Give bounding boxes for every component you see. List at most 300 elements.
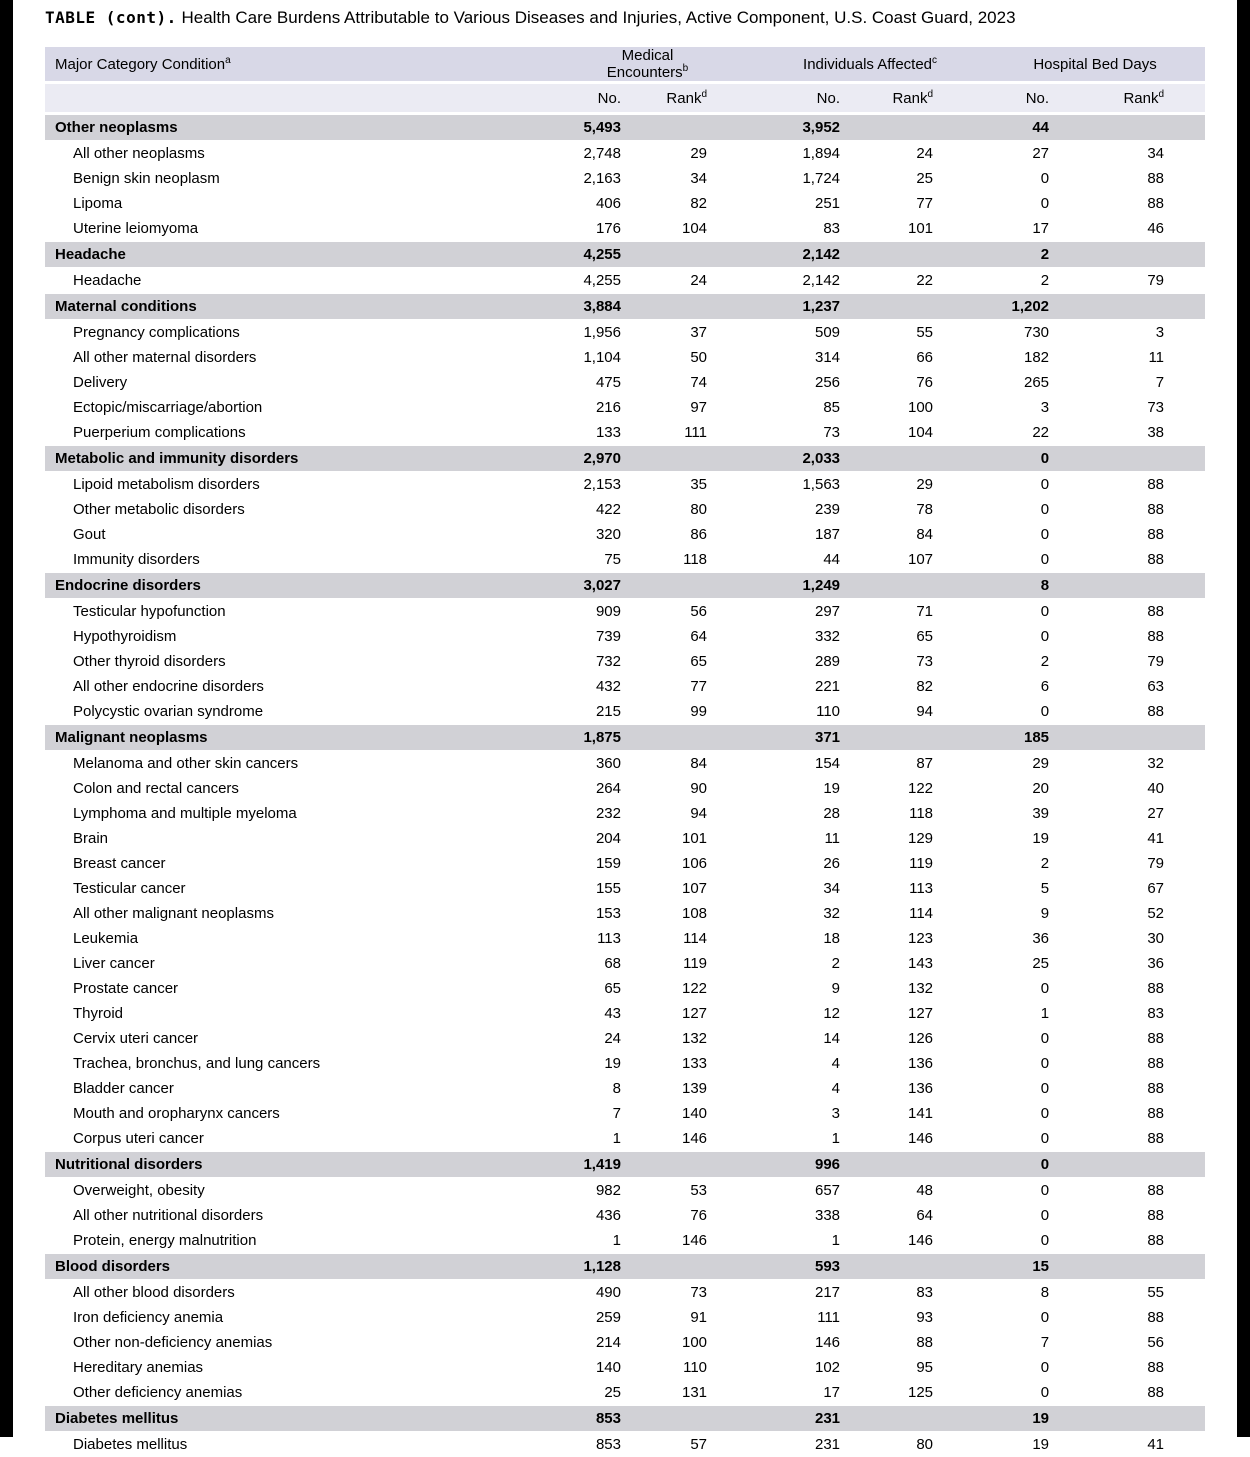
individuals-affected-group-text: Individuals Affected	[803, 56, 932, 73]
condition-row	[45, 1228, 1205, 1254]
individuals-affected-no: 18	[711, 926, 844, 951]
medical-encounters-no-header	[510, 83, 625, 114]
medical-encounters-rank: 97	[625, 395, 711, 420]
medical-encounters-rank: 133	[625, 1051, 711, 1076]
medical-encounters-footnote: b	[683, 63, 689, 74]
hospital-bed-days-no: 27	[937, 141, 1053, 167]
individuals-affected-group-header	[711, 47, 937, 83]
hospital-bed-days-rank: 38	[1053, 420, 1205, 446]
individuals-affected-no: 2,142	[711, 268, 844, 294]
individuals-affected-no-header	[711, 83, 844, 114]
condition-label: Endocrine disorders	[45, 573, 510, 599]
condition-row	[45, 420, 1205, 446]
medical-encounters-no: 264	[510, 776, 625, 801]
medical-encounters-no: 1	[510, 1228, 625, 1254]
hospital-bed-days-rank: 88	[1053, 472, 1205, 498]
individuals-affected-rank	[844, 294, 937, 320]
individuals-affected-rank: 146	[844, 1126, 937, 1152]
medical-encounters-rank: 139	[625, 1076, 711, 1101]
hospital-bed-days-no: 9	[937, 901, 1053, 926]
individuals-affected-rank: 136	[844, 1051, 937, 1076]
individuals-affected-no: 1,249	[711, 573, 844, 599]
condition-row	[45, 345, 1205, 370]
hospital-bed-days-no: 730	[937, 320, 1053, 346]
condition-row	[45, 926, 1205, 951]
hospital-bed-days-rank: 79	[1053, 851, 1205, 876]
individuals-affected-no: 371	[711, 725, 844, 751]
condition-row	[45, 624, 1205, 649]
medical-encounters-rank: 29	[625, 141, 711, 167]
medical-encounters-no: 4,255	[510, 268, 625, 294]
condition-row	[45, 1380, 1205, 1406]
hospital-bed-days-no: 8	[937, 573, 1053, 599]
medical-encounters-no: 739	[510, 624, 625, 649]
medical-encounters-no: 65	[510, 976, 625, 1001]
hospital-bed-days-rank: 67	[1053, 876, 1205, 901]
hospital-bed-days-rank	[1053, 1254, 1205, 1280]
individuals-affected-no: 19	[711, 776, 844, 801]
individuals-affected-no: 73	[711, 420, 844, 446]
category-row	[45, 573, 1205, 599]
individuals-affected-rank: 104	[844, 420, 937, 446]
individuals-affected-rank	[844, 573, 937, 599]
condition-row	[45, 1126, 1205, 1152]
page-left-band	[0, 0, 13, 1437]
individuals-affected-rank: 95	[844, 1355, 937, 1380]
condition-row	[45, 191, 1205, 216]
medical-encounters-no: 68	[510, 951, 625, 976]
individuals-affected-rank: 123	[844, 926, 937, 951]
individuals-affected-rank: 55	[844, 320, 937, 346]
medical-encounters-rank: 34	[625, 166, 711, 191]
medical-encounters-rank: 101	[625, 826, 711, 851]
individuals-affected-no: 1,724	[711, 166, 844, 191]
medical-encounters-no: 7	[510, 1101, 625, 1126]
hospital-bed-days-rank: 3	[1053, 320, 1205, 346]
hospital-bed-days-no: 0	[937, 1076, 1053, 1101]
individuals-affected-rank: 88	[844, 1330, 937, 1355]
condition-label: Brain	[45, 826, 510, 851]
condition-label: Lipoma	[45, 191, 510, 216]
individuals-affected-no: 251	[711, 191, 844, 216]
hospital-bed-days-rank: 88	[1053, 166, 1205, 191]
medical-encounters-rank-header	[625, 83, 711, 114]
hospital-bed-days-rank	[1053, 725, 1205, 751]
individuals-affected-rank: 136	[844, 1076, 937, 1101]
individuals-affected-no: 297	[711, 599, 844, 625]
table-body	[45, 114, 1205, 1457]
medical-encounters-no: 4,255	[510, 242, 625, 268]
medical-encounters-rank: 104	[625, 216, 711, 242]
condition-label: Blood disorders	[45, 1254, 510, 1280]
condition-row	[45, 1001, 1205, 1026]
individuals-affected-rank: 82	[844, 674, 937, 699]
medical-encounters-rank: 50	[625, 345, 711, 370]
condition-row	[45, 268, 1205, 294]
no-header-text: No.	[1026, 90, 1049, 107]
condition-label: Metabolic and immunity disorders	[45, 446, 510, 472]
medical-encounters-no: 909	[510, 599, 625, 625]
condition-label: Headache	[45, 268, 510, 294]
individuals-affected-no: 28	[711, 801, 844, 826]
individuals-affected-no: 85	[711, 395, 844, 420]
condition-label: Maternal conditions	[45, 294, 510, 320]
medical-encounters-no: 159	[510, 851, 625, 876]
individuals-affected-rank: 132	[844, 976, 937, 1001]
table-title	[45, 7, 1210, 29]
individuals-affected-rank: 77	[844, 191, 937, 216]
condition-row	[45, 776, 1205, 801]
hospital-bed-days-no: 15	[937, 1254, 1053, 1280]
condition-label: Leukemia	[45, 926, 510, 951]
hospital-bed-days-no: 1	[937, 1001, 1053, 1026]
condition-label: Other metabolic disorders	[45, 497, 510, 522]
individuals-affected-rank	[844, 446, 937, 472]
individuals-affected-rank: 100	[844, 395, 937, 420]
medical-encounters-no: 232	[510, 801, 625, 826]
condition-row	[45, 801, 1205, 826]
sub-header-row	[45, 83, 1205, 114]
individuals-affected-rank: 107	[844, 547, 937, 573]
individuals-affected-no: 187	[711, 522, 844, 547]
hospital-bed-days-rank: 88	[1053, 1380, 1205, 1406]
condition-row	[45, 901, 1205, 926]
condition-label: Thyroid	[45, 1001, 510, 1026]
category-row	[45, 114, 1205, 141]
individuals-affected-no: 102	[711, 1355, 844, 1380]
hospital-bed-days-no: 20	[937, 776, 1053, 801]
individuals-affected-footnote: c	[932, 55, 937, 66]
hospital-bed-days-no: 0	[937, 1203, 1053, 1228]
hospital-bed-days-no: 36	[937, 926, 1053, 951]
condition-label: Melanoma and other skin cancers	[45, 751, 510, 777]
hospital-bed-days-rank: 83	[1053, 1001, 1205, 1026]
individuals-affected-no: 12	[711, 1001, 844, 1026]
condition-row	[45, 851, 1205, 876]
condition-row	[45, 472, 1205, 498]
individuals-affected-no: 332	[711, 624, 844, 649]
rank-footnote: d	[701, 89, 707, 100]
hospital-bed-days-no: 5	[937, 876, 1053, 901]
individuals-affected-rank: 87	[844, 751, 937, 777]
individuals-affected-rank	[844, 1406, 937, 1432]
medical-encounters-rank: 65	[625, 649, 711, 674]
medical-encounters-no: 214	[510, 1330, 625, 1355]
medical-encounters-rank: 76	[625, 1203, 711, 1228]
hospital-bed-days-rank: 63	[1053, 674, 1205, 699]
medical-encounters-rank: 131	[625, 1380, 711, 1406]
column-group-header-row	[45, 47, 1205, 83]
hospital-bed-days-no: 0	[937, 1152, 1053, 1178]
category-row	[45, 1406, 1205, 1432]
individuals-affected-rank: 146	[844, 1228, 937, 1254]
rank-footnote: d	[927, 89, 933, 100]
condition-label: Delivery	[45, 370, 510, 395]
table-title-label: TABLE (cont).	[45, 8, 177, 27]
individuals-affected-no: 34	[711, 876, 844, 901]
individuals-affected-no: 217	[711, 1280, 844, 1306]
medical-encounters-no: 113	[510, 926, 625, 951]
individuals-affected-no: 2,033	[711, 446, 844, 472]
medical-encounters-rank: 77	[625, 674, 711, 699]
medical-encounters-no: 25	[510, 1380, 625, 1406]
individuals-affected-rank: 94	[844, 699, 937, 725]
no-header-text: No.	[817, 90, 840, 107]
individuals-affected-no: 83	[711, 216, 844, 242]
medical-encounters-rank: 118	[625, 547, 711, 573]
medical-encounters-no: 436	[510, 1203, 625, 1228]
medical-encounters-no: 216	[510, 395, 625, 420]
hospital-bed-days-rank: 79	[1053, 268, 1205, 294]
medical-encounters-no: 2,163	[510, 166, 625, 191]
hospital-bed-days-no-header	[937, 83, 1053, 114]
hospital-bed-days-no: 29	[937, 751, 1053, 777]
condition-label: Corpus uteri cancer	[45, 1126, 510, 1152]
condition-row	[45, 1280, 1205, 1306]
medical-encounters-no: 422	[510, 497, 625, 522]
hospital-bed-days-no: 1,202	[937, 294, 1053, 320]
condition-row	[45, 751, 1205, 777]
medical-encounters-no: 432	[510, 674, 625, 699]
medical-encounters-no: 176	[510, 216, 625, 242]
hospital-bed-days-rank	[1053, 446, 1205, 472]
hospital-bed-days-no: 0	[937, 1305, 1053, 1330]
hospital-bed-days-rank: 88	[1053, 976, 1205, 1001]
condition-label: Colon and rectal cancers	[45, 776, 510, 801]
hospital-bed-days-rank: 7	[1053, 370, 1205, 395]
medical-encounters-rank: 37	[625, 320, 711, 346]
condition-row	[45, 370, 1205, 395]
medical-encounters-rank	[625, 1254, 711, 1280]
condition-label: Hypothyroidism	[45, 624, 510, 649]
rank-footnote: d	[1158, 89, 1164, 100]
individuals-affected-rank	[844, 1254, 937, 1280]
condition-row	[45, 1355, 1205, 1380]
rank-header-text: Rank	[892, 90, 927, 107]
medical-encounters-rank: 100	[625, 1330, 711, 1355]
medical-encounters-no: 320	[510, 522, 625, 547]
condition-label: All other neoplasms	[45, 141, 510, 167]
hospital-bed-days-rank	[1053, 573, 1205, 599]
individuals-affected-no: 289	[711, 649, 844, 674]
medical-encounters-no: 2,970	[510, 446, 625, 472]
medical-encounters-no: 1,419	[510, 1152, 625, 1178]
hospital-bed-days-no: 19	[937, 1432, 1053, 1457]
hospital-bed-days-no: 0	[937, 472, 1053, 498]
medical-encounters-no: 1,104	[510, 345, 625, 370]
individuals-affected-no: 509	[711, 320, 844, 346]
medical-encounters-no: 406	[510, 191, 625, 216]
medical-encounters-rank: 64	[625, 624, 711, 649]
medical-encounters-no: 490	[510, 1280, 625, 1306]
medical-encounters-no: 3,027	[510, 573, 625, 599]
individuals-affected-rank: 64	[844, 1203, 937, 1228]
individuals-affected-no: 3,952	[711, 114, 844, 141]
individuals-affected-no: 221	[711, 674, 844, 699]
medical-encounters-no: 360	[510, 751, 625, 777]
condition-label: Malignant neoplasms	[45, 725, 510, 751]
individuals-affected-rank: 24	[844, 141, 937, 167]
hospital-bed-days-no: 25	[937, 951, 1053, 976]
condition-label: Iron deficiency anemia	[45, 1305, 510, 1330]
medical-encounters-no: 204	[510, 826, 625, 851]
hospital-bed-days-no: 0	[937, 1101, 1053, 1126]
condition-row	[45, 699, 1205, 725]
hospital-bed-days-no: 39	[937, 801, 1053, 826]
hospital-bed-days-rank: 56	[1053, 1330, 1205, 1355]
condition-label: Pregnancy complications	[45, 320, 510, 346]
condition-row	[45, 1305, 1205, 1330]
condition-label: Trachea, bronchus, and lung cancers	[45, 1051, 510, 1076]
hospital-bed-days-no: 22	[937, 420, 1053, 446]
hospital-bed-days-no: 0	[937, 1380, 1053, 1406]
individuals-affected-no: 996	[711, 1152, 844, 1178]
condition-label: Other deficiency anemias	[45, 1380, 510, 1406]
condition-label: Hereditary anemias	[45, 1355, 510, 1380]
individuals-affected-no: 3	[711, 1101, 844, 1126]
condition-label: Other neoplasms	[45, 114, 510, 141]
individuals-affected-no: 1	[711, 1126, 844, 1152]
hospital-bed-days-no: 0	[937, 1051, 1053, 1076]
individuals-affected-no: 314	[711, 345, 844, 370]
hospital-bed-days-no: 185	[937, 725, 1053, 751]
individuals-affected-rank: 71	[844, 599, 937, 625]
hospital-bed-days-no: 0	[937, 547, 1053, 573]
hospital-bed-days-rank: 41	[1053, 1432, 1205, 1457]
medical-encounters-no: 1,128	[510, 1254, 625, 1280]
individuals-affected-rank-header	[844, 83, 937, 114]
hospital-bed-days-no: 265	[937, 370, 1053, 395]
condition-label: All other maternal disorders	[45, 345, 510, 370]
hospital-bed-days-rank: 88	[1053, 1355, 1205, 1380]
medical-encounters-no: 24	[510, 1026, 625, 1051]
individuals-affected-no: 32	[711, 901, 844, 926]
hospital-bed-days-rank: 46	[1053, 216, 1205, 242]
medical-encounters-no: 475	[510, 370, 625, 395]
condition-label: Benign skin neoplasm	[45, 166, 510, 191]
medical-encounters-no: 1	[510, 1126, 625, 1152]
condition-row	[45, 1101, 1205, 1126]
category-row	[45, 294, 1205, 320]
medical-encounters-rank: 108	[625, 901, 711, 926]
medical-encounters-rank: 99	[625, 699, 711, 725]
condition-label: Uterine leiomyoma	[45, 216, 510, 242]
individuals-affected-no: 44	[711, 547, 844, 573]
medical-encounters-rank: 122	[625, 976, 711, 1001]
hospital-bed-days-no: 44	[937, 114, 1053, 141]
hospital-bed-days-rank: 27	[1053, 801, 1205, 826]
individuals-affected-rank	[844, 725, 937, 751]
condition-row	[45, 951, 1205, 976]
medical-encounters-rank: 84	[625, 751, 711, 777]
condition-label: All other malignant neoplasms	[45, 901, 510, 926]
individuals-affected-rank: 113	[844, 876, 937, 901]
hospital-bed-days-rank: 41	[1053, 826, 1205, 851]
individuals-affected-rank: 122	[844, 776, 937, 801]
hospital-bed-days-rank: 88	[1053, 1203, 1205, 1228]
hospital-bed-days-rank: 40	[1053, 776, 1205, 801]
hospital-bed-days-rank: 30	[1053, 926, 1205, 951]
medical-encounters-rank: 24	[625, 268, 711, 294]
condition-row	[45, 166, 1205, 191]
condition-label: Other thyroid disorders	[45, 649, 510, 674]
condition-row	[45, 826, 1205, 851]
individuals-affected-no: 9	[711, 976, 844, 1001]
rank-header-text: Rank	[1123, 90, 1158, 107]
medical-encounters-rank: 119	[625, 951, 711, 976]
medical-encounters-rank: 86	[625, 522, 711, 547]
condition-label: Bladder cancer	[45, 1076, 510, 1101]
hospital-bed-days-no: 0	[937, 1026, 1053, 1051]
condition-row	[45, 976, 1205, 1001]
individuals-affected-no: 146	[711, 1330, 844, 1355]
hospital-bed-days-no: 0	[937, 624, 1053, 649]
condition-row	[45, 1330, 1205, 1355]
medical-encounters-rank: 140	[625, 1101, 711, 1126]
medical-encounters-rank: 110	[625, 1355, 711, 1380]
condition-label: Prostate cancer	[45, 976, 510, 1001]
condition-label: All other nutritional disorders	[45, 1203, 510, 1228]
medical-encounters-no: 732	[510, 649, 625, 674]
category-row	[45, 1254, 1205, 1280]
hospital-bed-days-rank: 34	[1053, 141, 1205, 167]
hospital-bed-days-rank-header	[1053, 83, 1205, 114]
individuals-affected-rank: 78	[844, 497, 937, 522]
medical-encounters-no: 259	[510, 1305, 625, 1330]
condition-row	[45, 599, 1205, 625]
medical-encounters-rank: 107	[625, 876, 711, 901]
medical-encounters-rank: 74	[625, 370, 711, 395]
medical-encounters-no: 19	[510, 1051, 625, 1076]
individuals-affected-rank: 141	[844, 1101, 937, 1126]
individuals-affected-no: 1,894	[711, 141, 844, 167]
medical-encounters-rank: 127	[625, 1001, 711, 1026]
category-row	[45, 446, 1205, 472]
hospital-bed-days-no: 19	[937, 826, 1053, 851]
medical-encounters-rank: 111	[625, 420, 711, 446]
hospital-bed-days-no: 6	[937, 674, 1053, 699]
hospital-bed-days-no: 2	[937, 851, 1053, 876]
condition-row	[45, 547, 1205, 573]
hospital-bed-days-no: 2	[937, 649, 1053, 674]
individuals-affected-rank: 80	[844, 1432, 937, 1457]
medical-encounters-rank: 80	[625, 497, 711, 522]
individuals-affected-no: 2,142	[711, 242, 844, 268]
hospital-bed-days-no: 0	[937, 1178, 1053, 1204]
medical-encounters-no: 1,956	[510, 320, 625, 346]
individuals-affected-no: 4	[711, 1051, 844, 1076]
hospital-bed-days-rank	[1053, 114, 1205, 141]
individuals-affected-no: 14	[711, 1026, 844, 1051]
individuals-affected-rank: 119	[844, 851, 937, 876]
medical-encounters-rank: 94	[625, 801, 711, 826]
individuals-affected-no: 657	[711, 1178, 844, 1204]
medical-encounters-no: 215	[510, 699, 625, 725]
condition-row	[45, 1432, 1205, 1457]
condition-label: Testicular cancer	[45, 876, 510, 901]
medical-encounters-rank: 106	[625, 851, 711, 876]
medical-encounters-no: 982	[510, 1178, 625, 1204]
hospital-bed-days-rank	[1053, 1406, 1205, 1432]
medical-encounters-rank	[625, 1406, 711, 1432]
table-title-text: Health Care Burdens Attributable to Various Diseases and Injuries, Active Component, U.S. Coast Guard, 2023	[181, 8, 1015, 27]
individuals-affected-no: 4	[711, 1076, 844, 1101]
hospital-bed-days-no: 2	[937, 268, 1053, 294]
medical-encounters-rank: 82	[625, 191, 711, 216]
medical-encounters-rank: 146	[625, 1126, 711, 1152]
individuals-affected-no: 231	[711, 1406, 844, 1432]
condition-row	[45, 216, 1205, 242]
